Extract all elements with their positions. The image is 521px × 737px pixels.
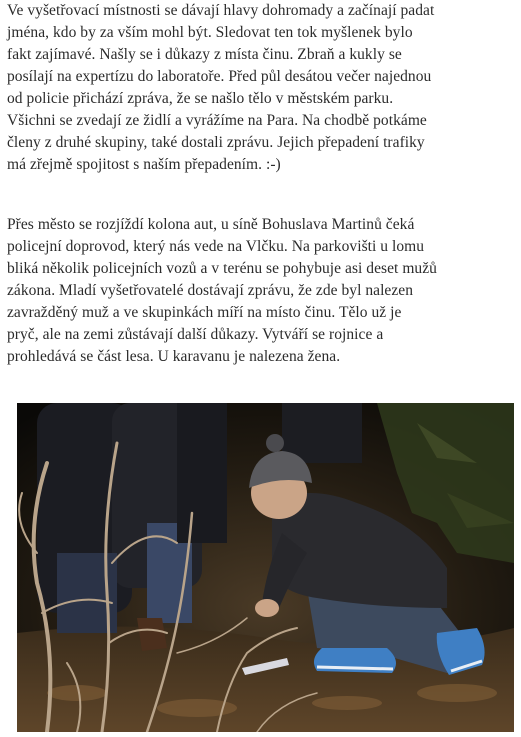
article-paragraph-2 — [7, 214, 513, 368]
paragraph-line: policejní doprovod, který nás vede na Vlčku. Na parkovišti u lomu — [7, 238, 425, 255]
photo-forest-night-search-illustration — [17, 403, 514, 732]
paragraph-line: Ve vyšetřovací místnosti se dávají hlavy dohromady a začínají padat — [7, 2, 435, 19]
paragraph-line: zákona. Mladí vyšetřovatelé dostávají zprávu, že zde byl nalezen — [7, 282, 414, 299]
paragraph-line: od policie přichází zpráva, že se našlo tělo v městském parku. — [7, 90, 394, 107]
paragraph-line: zavražděný muž a ve skupinkách míří na místo činu. Tělo už je — [7, 304, 402, 321]
paragraph-line: Přes město se rozjíždí kolona aut, u síně Bohuslava Martinů čeká — [7, 216, 415, 233]
article-paragraph-1 — [7, 0, 513, 176]
paragraph-line: prohledává se část lesa. U karavanu je nalezena žena. — [7, 348, 341, 365]
paragraph-line: fakt zajímavé. Našly se i důkazy z místa činu. Zbraň a kukly se — [7, 46, 402, 63]
paragraph-line: má zřejmě spojitost s naším přepadením. :-) — [7, 156, 281, 173]
paragraph-line: pryč, ale na zemi zůstávají další důkazy. Vytváří se rojnice a — [7, 326, 384, 343]
paragraph-line: posílají na expertízu do laboratoře. Před půl desátou večer najednou — [7, 68, 432, 85]
article-photo[interactable] — [17, 403, 514, 732]
paragraph-line: bliká několik policejních vozů a v terénu se pohybuje asi deset mužů — [7, 260, 437, 277]
paragraph-line: jména, kdo by za vším mohl být. Sledovat ten tok myšlenek bylo — [7, 24, 413, 41]
paragraph-line: členy z druhé skupiny, také dostali zprávu. Jejich přepadení trafiky — [7, 134, 425, 151]
paragraph-line: Všichni se zvedají ze židlí a vyrážíme na Para. Na chodbě potkáme — [7, 112, 427, 129]
